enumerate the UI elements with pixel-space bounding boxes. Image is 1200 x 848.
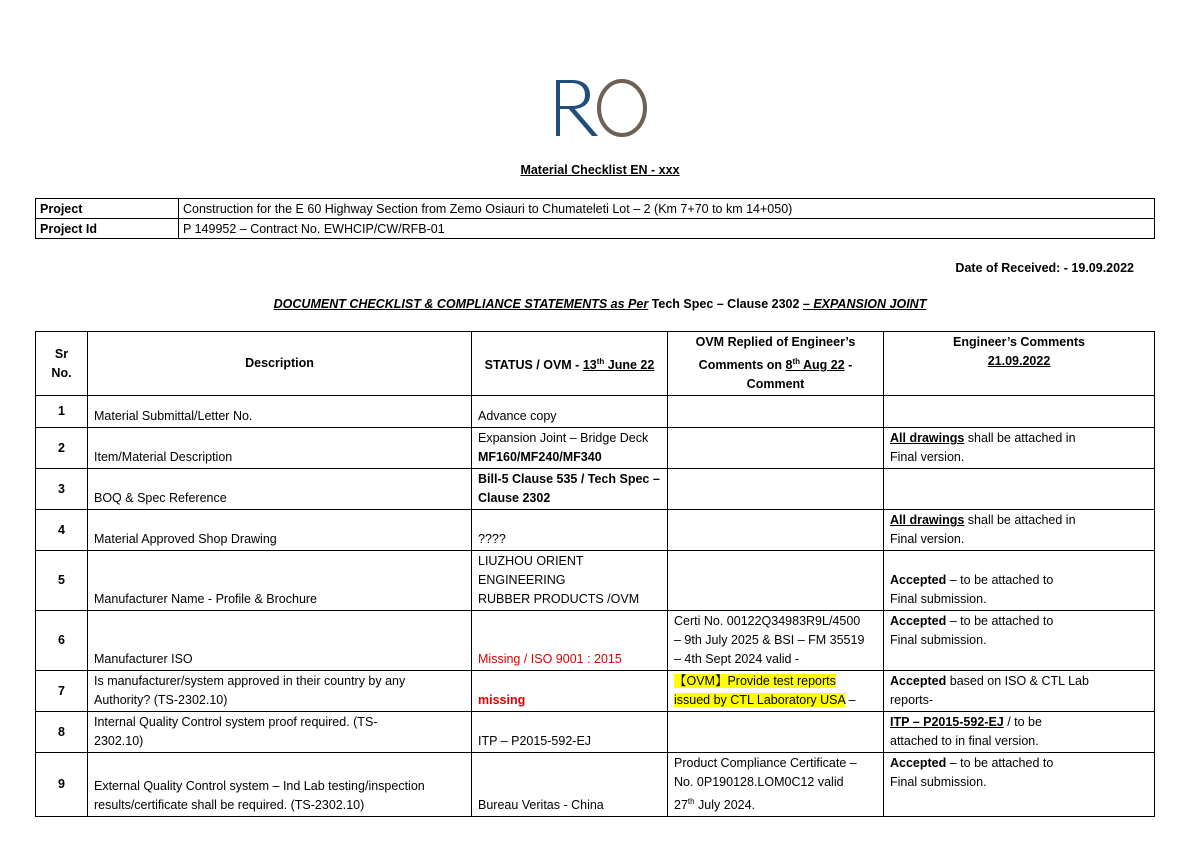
table-row	[36, 712, 1155, 753]
row-engineer: Accepted – to be attached to Final submission.	[884, 611, 1155, 671]
table-row	[36, 510, 1155, 551]
header-engineer: Engineer’s Comments 21.09.2022	[884, 332, 1155, 396]
table-row	[36, 753, 1155, 817]
row-sr: 6	[36, 611, 88, 671]
table-row	[36, 611, 1155, 671]
project-id-row	[36, 219, 1155, 239]
row-ovm: Certi No. 00122Q34983R9L/4500 – 9th July 2025 & BSI – FM 35519 – 4th Sept 2024 valid -	[668, 611, 884, 671]
heading-part-1: DOCUMENT CHECKLIST & COMPLIANCE STATEMENTS as Per	[273, 297, 649, 311]
project-info-table	[35, 198, 1155, 239]
row-status: ITP – P2015-592-EJ	[472, 712, 668, 753]
row-sr: 5	[36, 551, 88, 611]
row-sr: 1	[36, 396, 88, 428]
row-ovm	[668, 396, 884, 428]
table-row	[36, 469, 1155, 510]
heading-part-2: Tech Spec – Clause 2302	[648, 297, 803, 311]
row-engineer: Accepted – to be attached to Final submission.	[884, 551, 1155, 611]
company-logo	[548, 78, 658, 140]
project-label: Project	[36, 199, 179, 219]
row-status: Missing / ISO 9001 : 2015	[472, 611, 668, 671]
row-ovm	[668, 428, 884, 469]
row-ovm	[668, 469, 884, 510]
table-row	[36, 396, 1155, 428]
row-description: BOQ & Spec Reference	[88, 469, 472, 510]
row-description: Material Approved Shop Drawing	[88, 510, 472, 551]
header-status: STATUS / OVM - 13th June 22	[472, 332, 668, 396]
row-ovm	[668, 551, 884, 611]
project-id-label: Project Id	[36, 219, 179, 239]
row-ovm: Product Compliance Certificate – No. 0P190128.LOM0C12 valid 27th July 2024.	[668, 753, 884, 817]
row-sr: 2	[36, 428, 88, 469]
header-description: Description	[88, 332, 472, 396]
header-ovm: OVM Replied of Engineer’s Comments on 8th Aug 22 - Comment	[668, 332, 884, 396]
row-status: ????	[472, 510, 668, 551]
table-row	[36, 551, 1155, 611]
row-engineer: Accepted – to be attached to Final submission.	[884, 753, 1155, 817]
project-id-value: P 149952 – Contract No. EWHCIP/CW/RFB-01	[179, 219, 1155, 239]
row-sr: 3	[36, 469, 88, 510]
row-sr: 7	[36, 671, 88, 712]
row-status: Advance copy	[472, 396, 668, 428]
row-engineer	[884, 469, 1155, 510]
row-engineer: ITP – P2015-592-EJ / to be attached to in final version.	[884, 712, 1155, 753]
row-engineer: All drawings shall be attached in Final version.	[884, 510, 1155, 551]
row-description: Manufacturer ISO	[88, 611, 472, 671]
table-row	[36, 428, 1155, 469]
checklist-heading	[0, 297, 1200, 311]
row-description: Material Submittal/Letter No.	[88, 396, 472, 428]
heading-part-3: – EXPANSION JOINT	[802, 297, 927, 311]
row-sr: 8	[36, 712, 88, 753]
row-engineer: Accepted based on ISO & CTL Lab reports-	[884, 671, 1155, 712]
row-engineer	[884, 396, 1155, 428]
row-description: External Quality Control system – Ind Lab testing/inspection results/certificate shall be required. (TS-2302.10)	[88, 753, 472, 817]
row-status: missing	[472, 671, 668, 712]
header-sr: Sr No.	[36, 332, 88, 396]
project-value: Construction for the E 60 Highway Section from Zemo Osiauri to Chumateleti Lot – 2 (Km 7+70 to km 14+050)	[179, 199, 1155, 219]
row-engineer: All drawings shall be attached in Final version.	[884, 428, 1155, 469]
row-status: Bureau Veritas - China	[472, 753, 668, 817]
table-row	[36, 671, 1155, 712]
project-row	[36, 199, 1155, 219]
row-description: Internal Quality Control system proof required. (TS- 2302.10)	[88, 712, 472, 753]
row-sr: 4	[36, 510, 88, 551]
row-ovm	[668, 712, 884, 753]
row-ovm	[668, 510, 884, 551]
row-description: Item/Material Description	[88, 428, 472, 469]
row-ovm: 【OVM】Provide test reports issued by CTL Laboratory USA –	[668, 671, 884, 712]
document-title: Material Checklist EN - xxx	[520, 163, 680, 177]
row-description: Is manufacturer/system approved in their country by any Authority? (TS-2302.10)	[88, 671, 472, 712]
row-sr: 9	[36, 753, 88, 817]
header-row	[36, 332, 1155, 396]
date-received: Date of Received: - 19.09.2022	[955, 261, 1134, 275]
row-description: Manufacturer Name - Profile & Brochure	[88, 551, 472, 611]
row-status: Bill-5 Clause 535 / Tech Spec – Clause 2302	[472, 469, 668, 510]
row-status: Expansion Joint – Bridge Deck MF160/MF240/MF340	[472, 428, 668, 469]
checklist-table	[35, 331, 1155, 817]
row-status: LIUZHOU ORIENT ENGINEERING RUBBER PRODUCTS /OVM	[472, 551, 668, 611]
